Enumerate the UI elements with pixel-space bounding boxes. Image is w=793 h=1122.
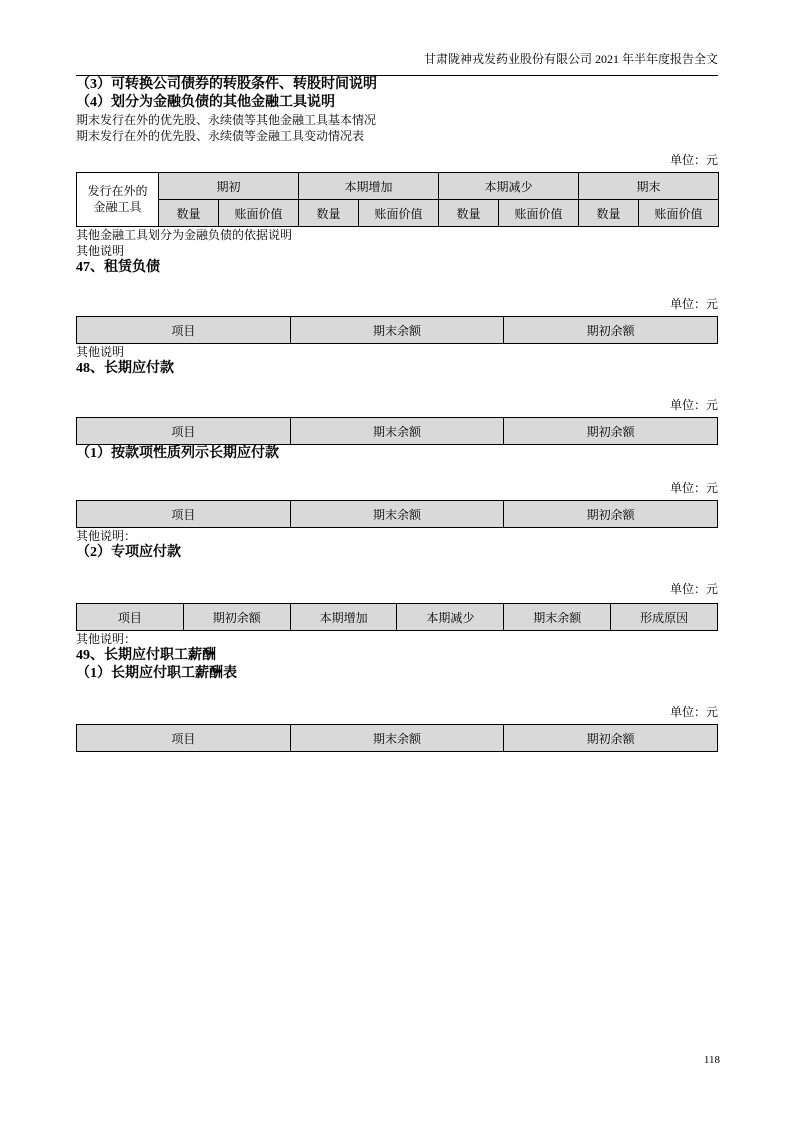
- table-row: [77, 725, 718, 752]
- header-title: 甘肃陇神戎发药业股份有限公司 2021 年半年度报告全文: [423, 52, 718, 66]
- note-classification-basis: 其他金融工具划分为金融负债的依据说明: [76, 228, 293, 242]
- row-header-line1: 发行在外的: [87, 183, 148, 198]
- col-group-ending: 期末: [579, 173, 719, 200]
- col-increase: 本期增加: [290, 604, 397, 631]
- col-quantity: 数量: [579, 200, 639, 227]
- heading-section-3: （3）可转换公司债券的转股条件、转股时间说明: [76, 77, 377, 92]
- table-row: [77, 200, 719, 227]
- table-row: [77, 317, 718, 344]
- col-ending-balance: 期末余额: [290, 418, 504, 445]
- note-other: 其他说明: [76, 345, 125, 359]
- page-number: 118: [703, 1054, 720, 1066]
- col-quantity: 数量: [439, 200, 499, 227]
- financial-instruments-table: [76, 172, 719, 227]
- col-beginning-balance: 期初余额: [504, 418, 718, 445]
- document-header: [76, 50, 718, 76]
- col-book-value: 账面价值: [499, 200, 579, 227]
- col-item: 项目: [77, 418, 291, 445]
- col-beginning-balance: 期初余额: [504, 317, 718, 344]
- long-term-payables-table: [76, 417, 718, 445]
- unit-label: 单位：元: [669, 297, 718, 311]
- heading-section-48: 48、长期应付款: [76, 361, 174, 376]
- col-quantity: 数量: [299, 200, 359, 227]
- heading-section-49-1: （1）长期应付职工薪酬表: [76, 666, 237, 681]
- col-book-value: 账面价值: [639, 200, 719, 227]
- heading-section-47: 47、租赁负债: [76, 260, 160, 275]
- col-book-value: 账面价值: [359, 200, 439, 227]
- col-group-decrease: 本期减少: [439, 173, 579, 200]
- col-item: 项目: [77, 725, 291, 752]
- note-other: 其他说明：: [76, 529, 137, 543]
- col-beginning-balance: 期初余额: [183, 604, 290, 631]
- col-ending-balance: 期末余额: [290, 317, 504, 344]
- col-ending-balance: 期末余额: [290, 725, 504, 752]
- col-decrease: 本期减少: [397, 604, 504, 631]
- heading-section-49: 49、长期应付职工薪酬: [76, 648, 216, 663]
- col-item: 项目: [77, 317, 291, 344]
- note-other: 其他说明：: [76, 632, 137, 646]
- unit-label: 单位：元: [669, 582, 718, 596]
- col-group-increase: 本期增加: [299, 173, 439, 200]
- heading-section-48-1: （1）按款项性质列示长期应付款: [76, 446, 279, 461]
- col-quantity: 数量: [159, 200, 219, 227]
- col-book-value: 账面价值: [219, 200, 299, 227]
- col-beginning-balance: 期初余额: [504, 501, 718, 528]
- table-row: [77, 173, 719, 200]
- long-term-payables-by-nature-table: [76, 500, 718, 528]
- unit-label: 单位：元: [669, 398, 718, 412]
- lease-liabilities-table: [76, 316, 718, 344]
- col-item: 项目: [77, 604, 184, 631]
- col-group-beginning: 期初: [159, 173, 299, 200]
- cell-row-header: [77, 173, 159, 227]
- row-header-line2: 金融工具: [93, 199, 142, 214]
- long-term-employee-compensation-table: [76, 724, 718, 752]
- heading-section-48-2: （2）专项应付款: [76, 545, 181, 560]
- heading-section-4: （4）划分为金融负债的其他金融工具说明: [76, 95, 335, 110]
- unit-label: 单位：元: [669, 705, 718, 719]
- table-row: [77, 418, 718, 445]
- col-item: 项目: [77, 501, 291, 528]
- table-row: [77, 604, 718, 631]
- col-ending-balance: 期末余额: [504, 604, 611, 631]
- table-row: [77, 501, 718, 528]
- unit-label: 单位：元: [669, 153, 718, 167]
- col-ending-balance: 期末余额: [290, 501, 504, 528]
- note-other: 其他说明: [76, 244, 125, 258]
- col-formation-reason: 形成原因: [611, 604, 718, 631]
- col-beginning-balance: 期初余额: [504, 725, 718, 752]
- special-payables-table: [76, 603, 718, 631]
- para-preferred-shares-basic: 期末发行在外的优先股、永续债等其他金融工具基本情况: [76, 113, 377, 127]
- unit-label: 单位：元: [669, 481, 718, 495]
- para-preferred-shares-changes: 期末发行在外的优先股、永续债等金融工具变动情况表: [76, 129, 365, 143]
